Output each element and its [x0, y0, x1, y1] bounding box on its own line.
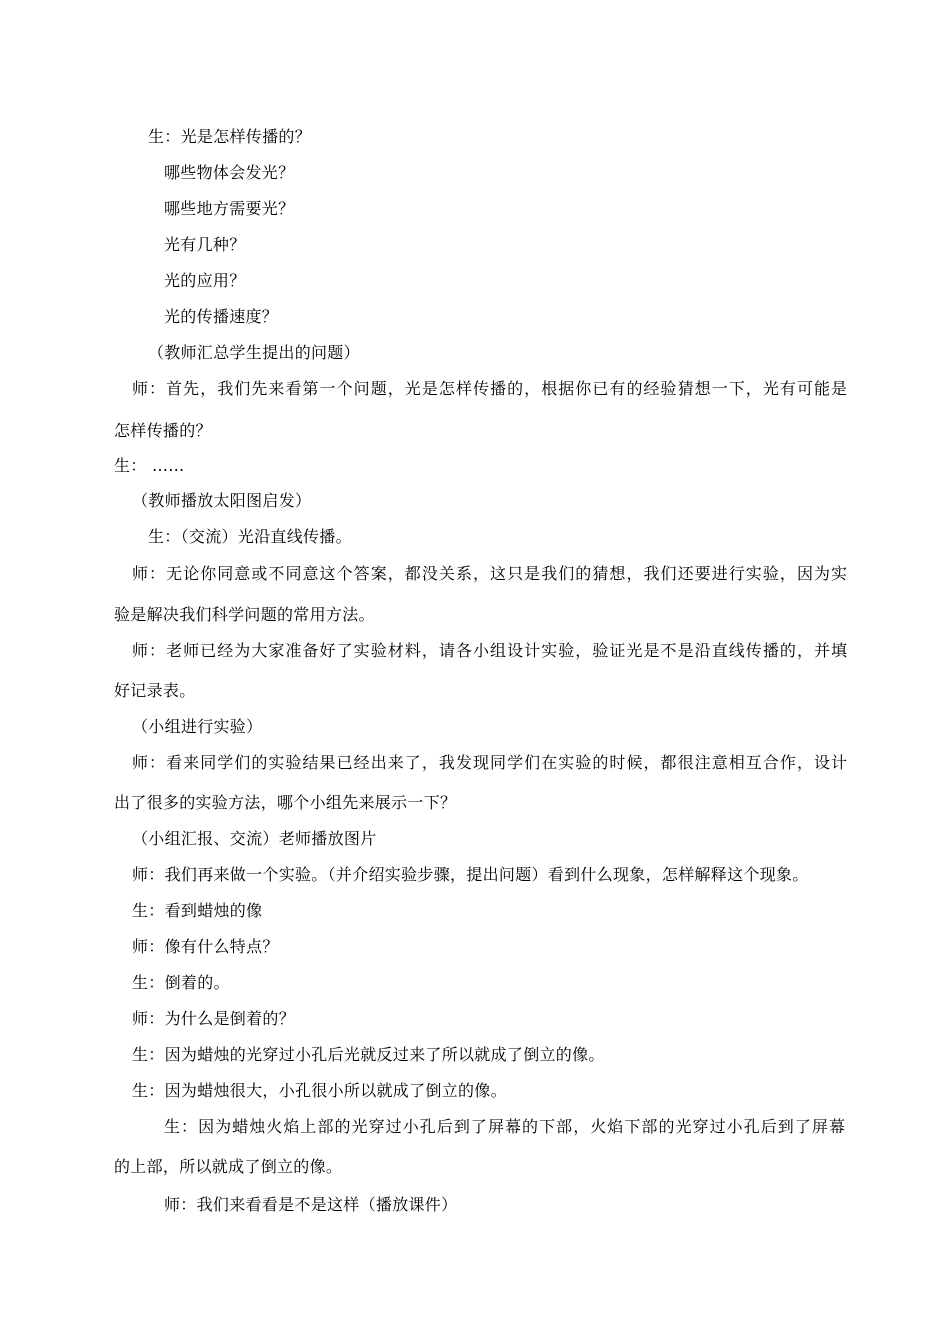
line-03: 哪些地方需要光？ — [164, 199, 295, 218]
line-07: （教师汇总学生提出的问题） — [148, 343, 360, 362]
line-08: 师：首先，我们先来看第一个问题，光是怎样传播的，根据你已有的经验猜想一下，光有可能是 — [132, 379, 849, 398]
line-29: 的上部，所以就成了倒立的像。 — [114, 1157, 343, 1176]
line-24: 生：倒着的。 — [132, 973, 230, 992]
line-04: 光有几种？ — [164, 235, 246, 254]
line-26: 生：因为蜡烛的光穿过小孔后光就反过来了所以就成了倒立的像。 — [132, 1045, 605, 1064]
line-25: 师：为什么是倒着的？ — [132, 1009, 296, 1028]
line-21: 师：我们再来做一个实验。（并介绍实验步骤，提出问题）看到什么现象，怎样解释这个现象。 — [132, 865, 809, 884]
line-01: 生：光是怎样传播的？ — [148, 127, 312, 146]
line-02: 哪些物体会发光？ — [164, 163, 295, 182]
line-30: 师：我们来看看是不是这样（播放课件） — [164, 1195, 458, 1214]
line-18: 师：看来同学们的实验结果已经出来了，我发现同学们在实验的时候，都很注意相互合作，设计 — [132, 753, 849, 772]
line-09: 怎样传播的？ — [114, 421, 212, 440]
line-15: 师：老师已经为大家准备好了实验材料，请各小组设计实验，验证光是不是沿直线传播的，并填 — [132, 641, 849, 660]
line-10: 生： …… — [114, 456, 185, 475]
line-13: 师：无论你同意或不同意这个答案，都没关系，这只是我们的猜想，我们还要进行实验，因为实 — [132, 564, 849, 583]
line-19: 出了很多的实验方法，哪个小组先来展示一下？ — [114, 793, 457, 812]
line-12: 生：（交流）光沿直线传播。 — [148, 527, 352, 546]
line-20: （小组汇报、交流）老师播放图片 — [132, 829, 377, 848]
line-16: 好记录表。 — [114, 681, 196, 700]
line-06: 光的传播速度？ — [164, 307, 279, 326]
line-22: 生：看到蜡烛的像 — [132, 901, 263, 920]
line-28: 生：因为蜡烛火焰上部的光穿过小孔后到了屏幕的下部，火焰下部的光穿过小孔后到了屏幕 — [164, 1117, 847, 1136]
line-11: （教师播放太阳图启发） — [132, 491, 312, 510]
line-17: （小组进行实验） — [132, 717, 263, 736]
line-27: 生：因为蜡烛很大，小孔很小所以就成了倒立的像。 — [132, 1081, 507, 1100]
line-14: 验是解决我们科学问题的常用方法。 — [114, 605, 375, 624]
line-23: 师：像有什么特点？ — [132, 937, 279, 956]
line-05: 光的应用？ — [164, 271, 246, 290]
